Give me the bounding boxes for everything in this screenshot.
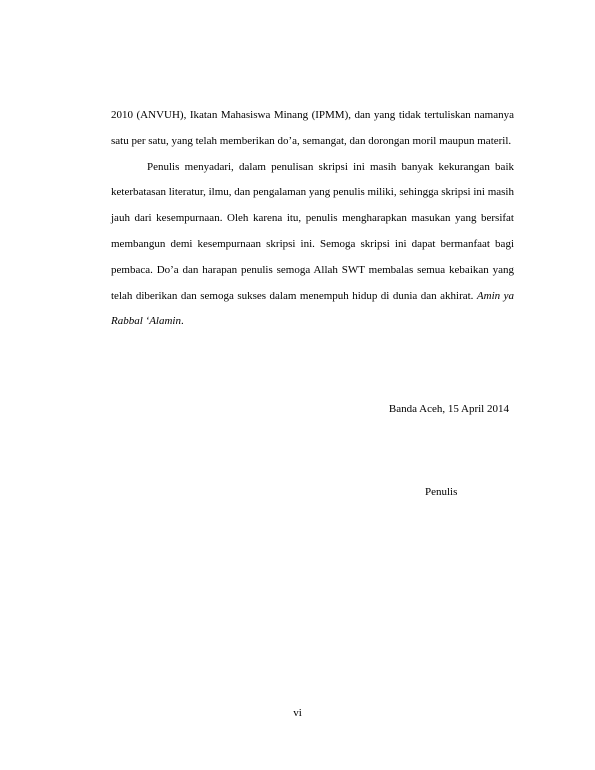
body-text <box>111 103 514 335</box>
signer-label: Penulis <box>425 486 458 498</box>
paragraph-text: Penulis menyadari, dalam penulisan skripsi ini masih banyak kekurangan baik keterbatasan literatur, ilmu, dan pengalaman yang penulis miliki, sehingga skripsi ini masih jauh dari kesempurnaan. Oleh karena itu, penulis mengharapkan masukan yang bersifat membangun demi kesempurnaan skripsi ini. Semoga skripsi ini dapat bermanfaat bagi pembaca. Do’a dan harapan penulis semoga Allah SWT membalas semua kebaikan yang telah diberikan dan semoga sukses dalam menempuh hidup di dunia dan akhirat. <box>111 160 514 302</box>
place-and-date: Banda Aceh, 15 April 2014 <box>388 403 509 415</box>
page-number: vi <box>293 707 302 719</box>
closing-prayer: Amin ya Rabbal ‘Alamin <box>111 289 514 328</box>
paragraph-continued: 2010 (ANVUH), Ikatan Mahasiswa Minang (IPMM), dan yang tidak tertuliskan namanya satu per satu, yang telah memberikan do’a, semangat, dan dorongan moril maupun materil. <box>111 109 514 147</box>
paragraph-acknowledgement <box>111 155 514 336</box>
sentence-end: . <box>180 315 184 328</box>
